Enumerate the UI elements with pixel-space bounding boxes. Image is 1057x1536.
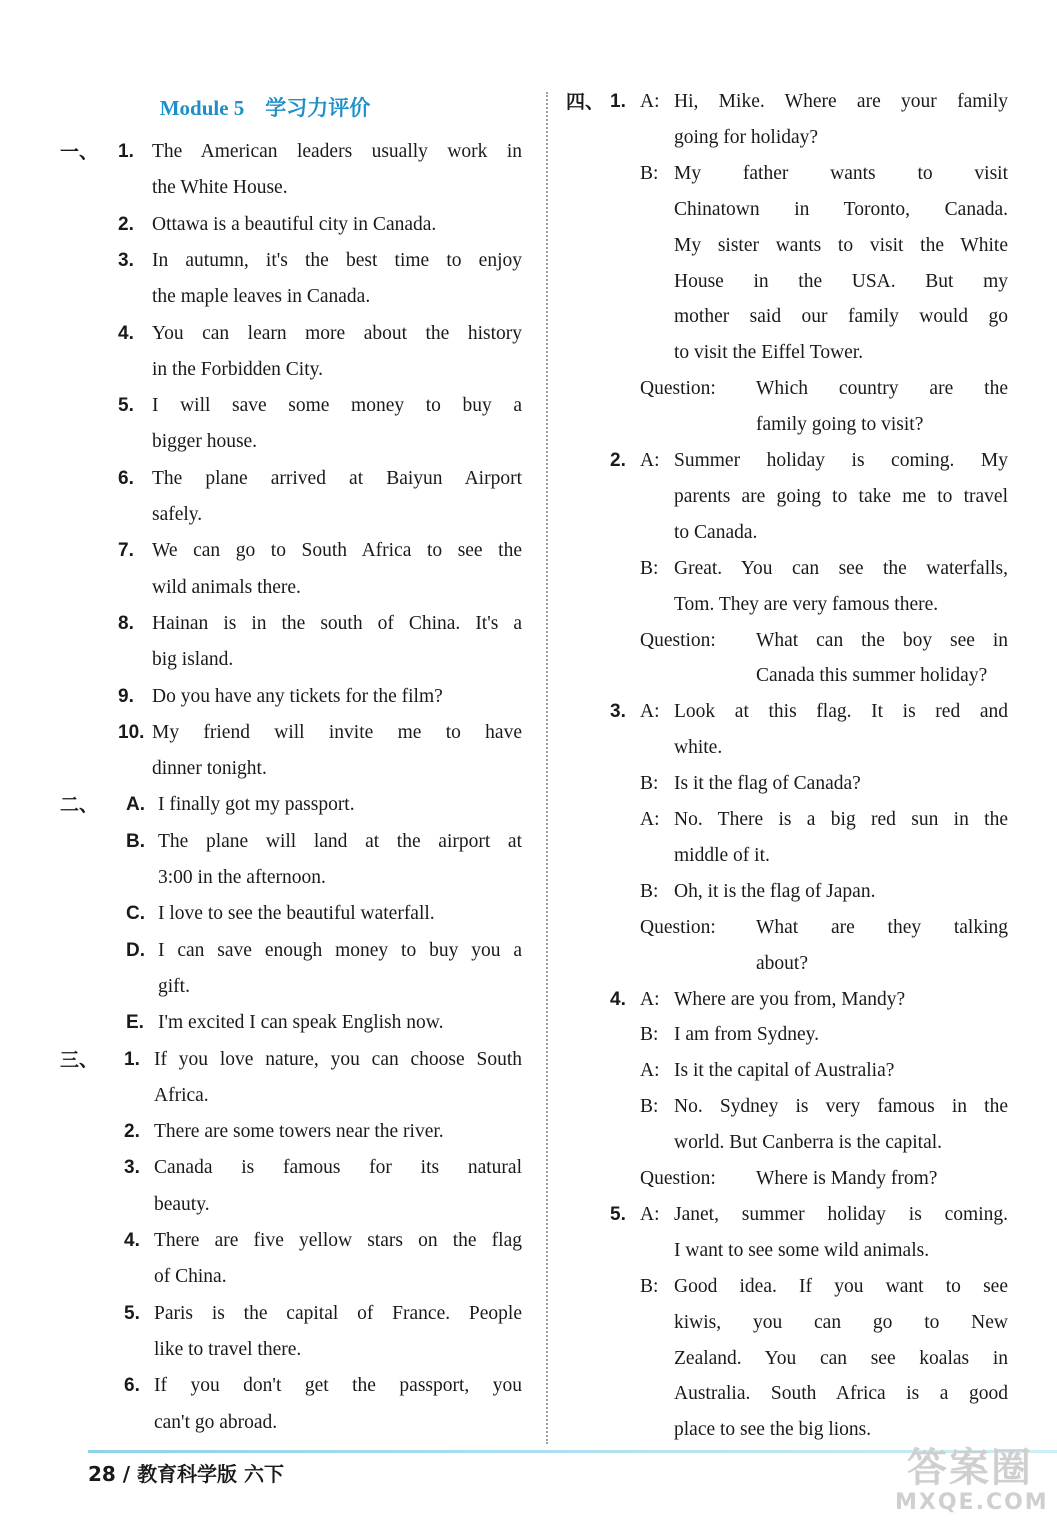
page-title: Module 5 学习力评价 bbox=[159, 96, 371, 120]
speaker-label: A: bbox=[640, 701, 660, 723]
dialogue-text: No. There is a big red sun in the bbox=[674, 809, 1008, 830]
item-number: 3. bbox=[118, 249, 134, 271]
item-text: Ottawa is a beautiful city in Canada. bbox=[152, 213, 437, 235]
dialogue-text: What can the boy see in bbox=[756, 629, 1008, 651]
dialogue-text: place to see the big lions. bbox=[674, 1419, 872, 1441]
speaker-label: A: bbox=[640, 1203, 660, 1225]
speaker-label: Question: bbox=[640, 916, 716, 938]
item-text: There are some towers near the river. bbox=[154, 1121, 444, 1143]
item-text: I finally got my passport. bbox=[158, 794, 355, 816]
watermark-logo bbox=[895, 1445, 1049, 1522]
item-text: wild animals there. bbox=[152, 576, 301, 598]
item-text: Canada is famous for its natural bbox=[154, 1157, 522, 1179]
dialogue-text: My sister wants to visit the White bbox=[674, 234, 1008, 256]
dialogue-text: family going to visit? bbox=[756, 414, 924, 436]
item-number: B. bbox=[126, 830, 145, 852]
item-number: 4. bbox=[610, 988, 626, 1010]
item-text: There are five yellow stars on the flag bbox=[154, 1230, 522, 1251]
watermark-bottom: MXQE.COM bbox=[895, 1490, 1049, 1515]
speaker-label: B: bbox=[640, 557, 659, 579]
dialogue-text: Look at this flag. It is red and bbox=[674, 701, 1008, 723]
speaker-label: A: bbox=[640, 809, 660, 830]
speaker-label: Question: bbox=[640, 629, 716, 651]
speaker-label: A: bbox=[640, 450, 660, 471]
speaker-label: Question: bbox=[640, 378, 716, 400]
dialogue-text: Where are you from, Mandy? bbox=[674, 988, 906, 1010]
dialogue-text: No. Sydney is very famous in the bbox=[674, 1096, 1008, 1118]
item-number: 1. bbox=[610, 91, 626, 112]
item-text: I can save enough money to buy you a bbox=[158, 939, 522, 961]
section-marker: 四、 bbox=[566, 91, 605, 113]
dialogue-text: parents are going to take me to travel bbox=[674, 485, 1008, 507]
dialogue-text: to Canada. bbox=[674, 521, 758, 543]
item-number: 6. bbox=[118, 467, 134, 489]
item-text: beauty. bbox=[154, 1193, 210, 1215]
item-text: 3:00 in the afternoon. bbox=[158, 867, 326, 888]
item-number: 2. bbox=[118, 213, 134, 235]
item-text: dinner tonight. bbox=[152, 758, 267, 780]
item-number: 5. bbox=[124, 1302, 140, 1324]
item-text: can't go abroad. bbox=[154, 1411, 278, 1433]
item-text: of China. bbox=[154, 1266, 227, 1288]
item-text: the White House. bbox=[152, 177, 288, 199]
item-text: gift. bbox=[158, 975, 190, 997]
speaker-label: B: bbox=[640, 1024, 659, 1046]
item-text: I love to see the beautiful waterfall. bbox=[158, 903, 435, 925]
item-text: Africa. bbox=[154, 1084, 209, 1106]
dialogue-text: Chinatown in Toronto, Canada. bbox=[674, 198, 1008, 220]
dialogue-text: Hi, Mike. Where are your family bbox=[674, 91, 1008, 112]
item-text: like to travel there. bbox=[154, 1338, 302, 1360]
speaker-label: A: bbox=[640, 1060, 660, 1082]
item-number: D. bbox=[126, 939, 145, 961]
column-divider bbox=[546, 92, 548, 1444]
item-text: the maple leaves in Canada. bbox=[152, 286, 371, 308]
dialogue-text: Oh, it is the flag of Japan. bbox=[674, 880, 876, 902]
item-number: 4. bbox=[118, 322, 134, 344]
dialogue-text: I am from Sydney. bbox=[674, 1024, 819, 1046]
item-text: The American leaders usually work in bbox=[152, 141, 522, 162]
dialogue-text: Which country are the bbox=[756, 378, 1008, 400]
item-number: E. bbox=[126, 1012, 144, 1034]
item-number: 5. bbox=[118, 395, 134, 417]
dialogue-text: Zealand. You can see koalas in bbox=[674, 1347, 1008, 1369]
dialogue-text: Good idea. If you want to see bbox=[674, 1275, 1008, 1297]
item-text: In autumn, it's the best time to enjoy bbox=[152, 249, 522, 271]
section-marker: 三、 bbox=[60, 1048, 99, 1071]
dialogue-text: Where is Mandy from? bbox=[756, 1168, 938, 1189]
speaker-label: Question: bbox=[640, 1168, 716, 1189]
item-number: 7. bbox=[118, 540, 134, 562]
dialogue-text: going for holiday? bbox=[674, 126, 819, 148]
item-text: Hainan is in the south of China. It's a bbox=[152, 612, 522, 634]
item-number: 2. bbox=[124, 1121, 140, 1143]
item-text: Paris is the capital of France. People bbox=[154, 1302, 522, 1324]
item-text: You can learn more about the history bbox=[152, 322, 522, 344]
speaker-label: B: bbox=[640, 880, 659, 902]
dialogue-text: about? bbox=[756, 952, 808, 974]
item-text: The plane will land at the airport at bbox=[158, 830, 522, 852]
dialogue-text: Canada this summer holiday? bbox=[756, 665, 988, 687]
item-number: A. bbox=[126, 794, 145, 816]
speaker-label: A: bbox=[640, 988, 660, 1010]
item-text: I will save some money to buy a bbox=[152, 395, 522, 417]
item-number: 8. bbox=[118, 612, 134, 634]
item-text: If you don't get the passport, you bbox=[154, 1375, 522, 1397]
speaker-label: B: bbox=[640, 1096, 659, 1118]
dialogue-text: middle of it. bbox=[674, 844, 770, 866]
dialogue-text: kiwis, you can go to New bbox=[674, 1311, 1008, 1333]
item-number: 10. bbox=[118, 721, 145, 743]
watermark-top: 答案圈 bbox=[907, 1445, 1033, 1491]
item-text: If you love nature, you can choose South bbox=[154, 1048, 522, 1070]
dialogue-text: Tom. They are very famous there. bbox=[674, 593, 939, 615]
dialogue-text: What are they talking bbox=[756, 916, 1008, 938]
item-number: 3. bbox=[124, 1157, 140, 1179]
item-number: 1. bbox=[118, 141, 134, 162]
item-number: 1. bbox=[124, 1048, 140, 1070]
item-number: 6. bbox=[124, 1375, 140, 1397]
item-text: We can go to South Africa to see the bbox=[152, 540, 522, 562]
dialogue-text: to visit the Eiffel Tower. bbox=[674, 342, 864, 364]
dialogue-text: House in the USA. But my bbox=[674, 270, 1008, 292]
item-text: Do you have any tickets for the film? bbox=[152, 685, 443, 707]
item-number: 4. bbox=[124, 1230, 140, 1251]
dialogue-text: Australia. South Africa is a good bbox=[674, 1383, 1008, 1405]
section-marker: 二、 bbox=[60, 794, 99, 817]
dialogue-text: I want to see some wild animals. bbox=[674, 1239, 930, 1261]
dialogue-text: Is it the flag of Canada? bbox=[674, 773, 861, 795]
speaker-label: B: bbox=[640, 162, 659, 184]
item-number: 3. bbox=[610, 701, 626, 723]
dialogue-text: Is it the capital of Australia? bbox=[674, 1060, 895, 1082]
dialogue-text: Great. You can see the waterfalls, bbox=[674, 557, 1008, 579]
item-text: big island. bbox=[152, 649, 234, 671]
item-number: 5. bbox=[610, 1203, 626, 1225]
speaker-label: A: bbox=[640, 91, 660, 112]
item-text: My friend will invite me to have bbox=[152, 721, 522, 743]
dialogue-text: Summer holiday is coming. My bbox=[674, 450, 1008, 471]
section-marker: 一、 bbox=[60, 141, 99, 163]
page-footer: 28 / 教育科学版 六下 bbox=[88, 1462, 285, 1486]
item-text: in the Forbidden City. bbox=[152, 358, 323, 380]
speaker-label: B: bbox=[640, 773, 659, 795]
item-number: 9. bbox=[118, 685, 134, 707]
item-text: bigger house. bbox=[152, 431, 258, 453]
dialogue-text: white. bbox=[674, 737, 723, 759]
dialogue-text: world. But Canberra is the capital. bbox=[674, 1132, 943, 1154]
item-text: I'm excited I can speak English now. bbox=[158, 1012, 444, 1034]
item-text: safely. bbox=[152, 504, 203, 525]
speaker-label: B: bbox=[640, 1275, 659, 1297]
dialogue-text: Janet, summer holiday is coming. bbox=[674, 1203, 1008, 1225]
item-text: The plane arrived at Baiyun Airport bbox=[152, 467, 522, 489]
item-number: 2. bbox=[610, 450, 626, 471]
dialogue-text: My father wants to visit bbox=[674, 162, 1008, 184]
dialogue-text: mother said our family would go bbox=[674, 306, 1008, 328]
item-number: C. bbox=[126, 903, 145, 925]
